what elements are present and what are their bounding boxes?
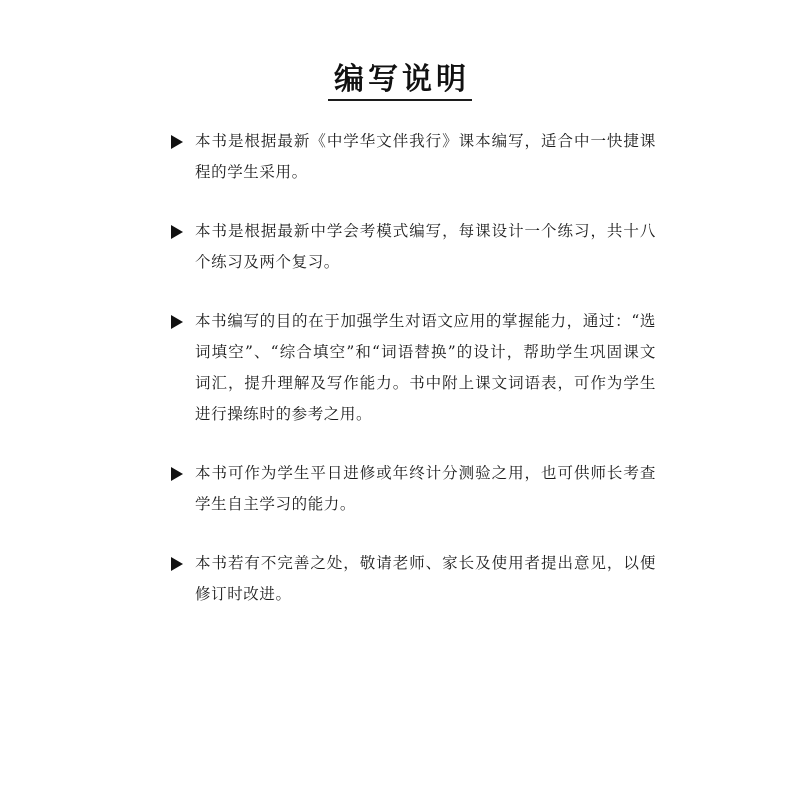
notes-list (168, 126, 656, 610)
list-item (168, 306, 656, 430)
list-item (168, 126, 656, 188)
list-item (168, 216, 656, 278)
triangle-right-icon (171, 467, 183, 481)
list-item-text: 本书编写的目的在于加强学生对语文应用的掌握能力，通过：“选词填空”、“综合填空”和“词语替换”的设计，帮助学生巩固课文词汇，提升理解及写作能力。书中附上课文词语表，可作为学生进行操练时的参考之用。 (195, 312, 656, 423)
page-title: 编写说明 (328, 62, 472, 101)
list-item-text: 本书是根据最新中学会考模式编写，每课设计一个练习，共十八个练习及两个复习。 (195, 222, 656, 271)
triangle-right-icon (171, 315, 183, 329)
triangle-right-icon (171, 225, 183, 239)
list-item (168, 548, 656, 610)
title-area (0, 62, 800, 101)
triangle-right-icon (171, 135, 183, 149)
list-item-text: 本书可作为学生平日进修或年终计分测验之用，也可供师长考查学生自主学习的能力。 (195, 464, 656, 513)
list-item-text: 本书若有不完善之处，敬请老师、家长及使用者提出意见，以便修订时改进。 (195, 554, 656, 603)
list-item-text: 本书是根据最新《中学华文伴我行》课本编写，适合中一快捷课程的学生采用。 (195, 132, 656, 181)
triangle-right-icon (171, 557, 183, 571)
list-item (168, 458, 656, 520)
